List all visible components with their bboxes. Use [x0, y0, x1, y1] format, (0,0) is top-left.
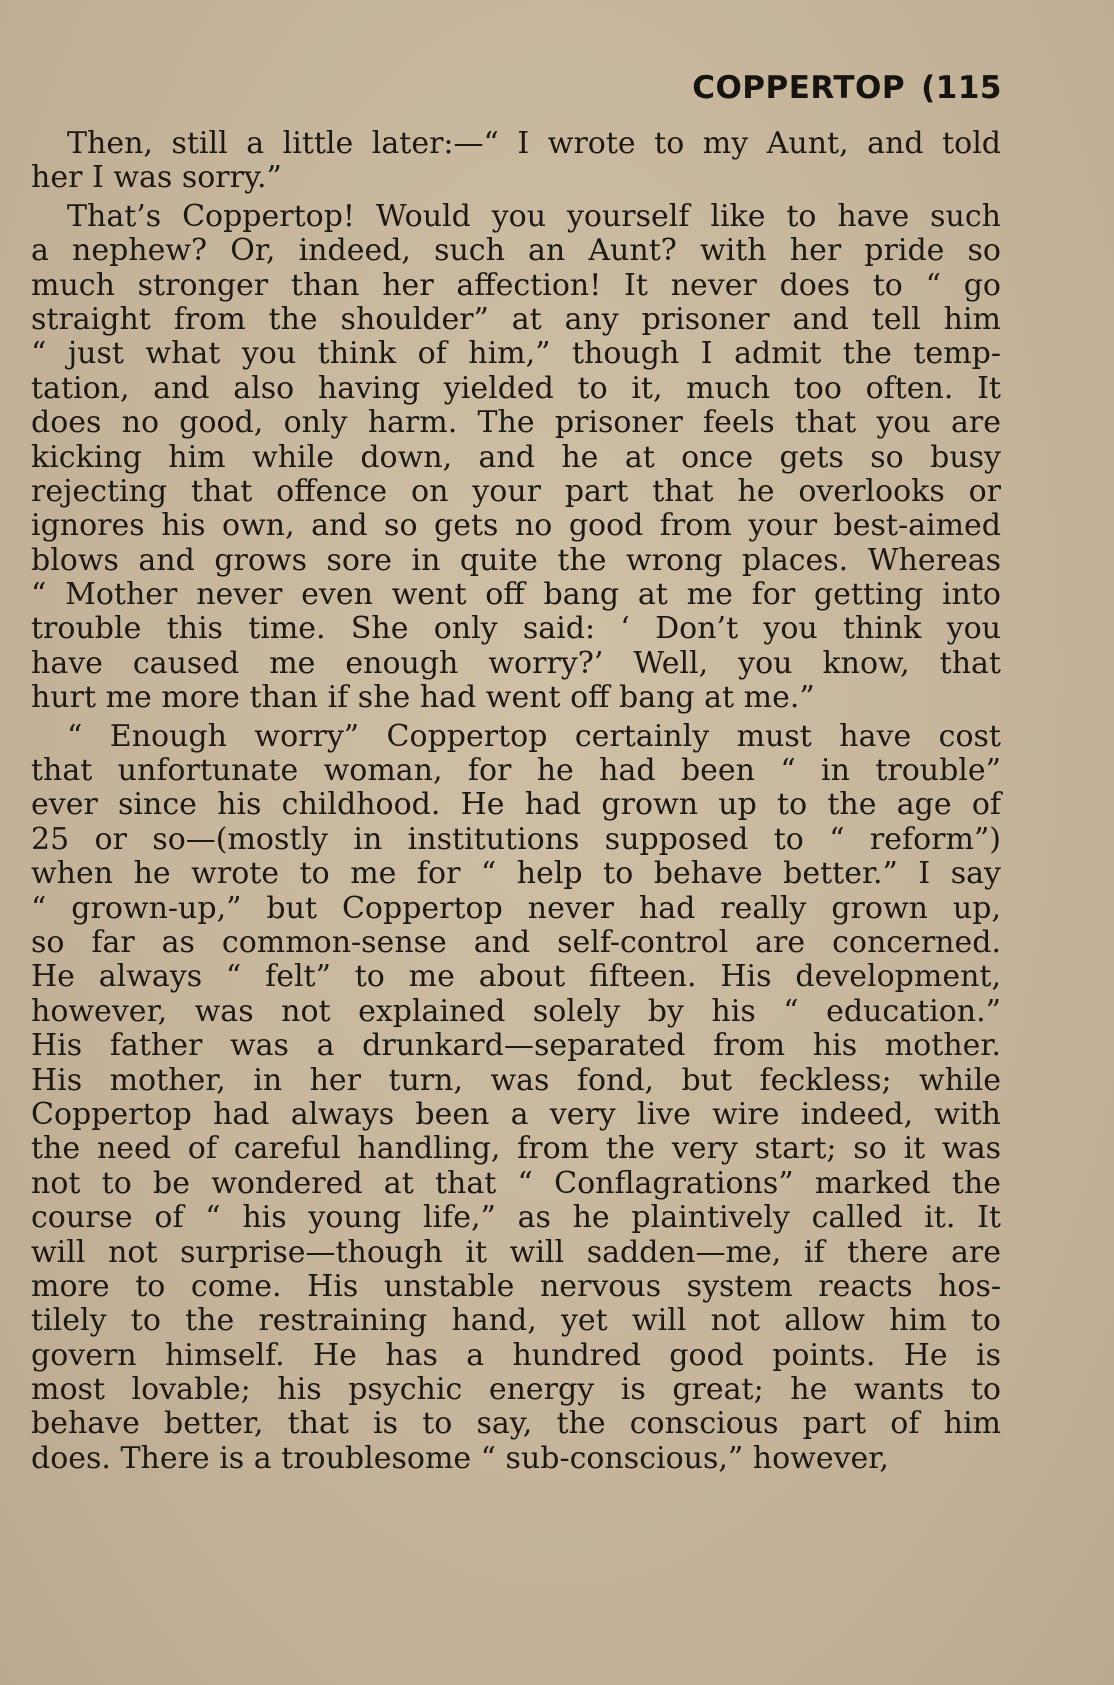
text-line: Then, still a little later:—“ I wrote to my Aunt, and told [67, 126, 1001, 161]
text-line: He always “ felt” to me about fifteen. His development, [31, 959, 1001, 995]
text-line: That’s Coppertop! Would you yourself like to have such [67, 198, 1001, 234]
running-head [692, 70, 1002, 106]
text-line: hurt me more than if she had went off bang at me.” [31, 680, 815, 716]
text-line: not to be wondered at that “ Conflagrations” marked the [31, 1165, 1001, 1201]
text-line: ignores his own, and so gets no good from your best-aimed [31, 508, 1001, 544]
text-line: have caused me enough worry?’ Well, you know, that [31, 645, 1001, 681]
text-line: trouble this time. She only said: ‘ Don’t you think you [31, 611, 1001, 647]
page-number: (115 [921, 70, 1002, 106]
text-line: rejecting that offence on your part that he overlooks or [31, 473, 1001, 509]
text-line: so far as common-sense and self-control are concerned. [31, 924, 1001, 960]
running-head-title: COPPERTOP [692, 70, 906, 106]
text-line: Coppertop had always been a very live wire indeed, with [31, 1096, 1001, 1132]
text-line: her I was sorry.” [31, 160, 282, 196]
text-line: ever since his childhood. He had grown up to the age of [31, 787, 1001, 823]
text-line: blows and grows sore in quite the wrong places. Whereas [31, 542, 1001, 578]
text-line: “ just what you think of him,” though I admit the temp- [31, 336, 1001, 372]
text-line: more to come. His unstable nervous system reacts hos- [31, 1268, 1001, 1304]
text-line: “ Enough worry” Coppertop certainly must have cost [67, 718, 1001, 754]
text-line: when he wrote to me for “ help to behave better.” I say [31, 856, 1001, 892]
text-line: tilely to the restraining hand, yet will not allow him to [31, 1303, 1001, 1339]
text-line: kicking him while down, and he at once gets so busy [31, 439, 1001, 475]
text-line: tation, and also having yielded to it, much too often. It [31, 370, 1001, 406]
paragraph [31, 127, 1001, 196]
text-line: course of “ his young life,” as he plaintively called it. It [31, 1200, 1001, 1236]
text-line: does. There is a troublesome “ sub-conscious,” however, [31, 1440, 889, 1476]
text-line: most lovable; his psychic energy is great; he wants to [31, 1372, 1001, 1408]
paragraph [31, 200, 1001, 716]
text-line: the need of careful handling, from the very start; so it was [31, 1131, 1001, 1167]
body-text [31, 127, 1001, 1476]
text-line: His mother, in her turn, was fond, but feckless; while [31, 1062, 1001, 1098]
text-line: behave better, that is to say, the conscious part of him [31, 1406, 1001, 1442]
text-line: a nephew? Or, indeed, such an Aunt? with her pride so [31, 233, 1001, 269]
text-line: straight from the shoulder” at any prisoner and tell him [31, 301, 1001, 337]
text-line: much stronger than her affection! It never does to “ go [31, 267, 1001, 303]
text-line: does no good, only harm. The prisoner feels that you are [31, 405, 1001, 441]
text-line: 25 or so—(mostly in institutions supposed to “ reform”) [31, 821, 1001, 857]
text-line: “ Mother never even went off bang at me for getting into [31, 577, 1001, 613]
text-line: that unfortunate woman, for he had been “ in trouble” [31, 753, 1001, 789]
text-line: His father was a drunkard—separated from his mother. [31, 1028, 1001, 1064]
text-line: however, was not explained solely by his “ education.” [31, 993, 1001, 1029]
text-line: govern himself. He has a hundred good points. He is [31, 1337, 1001, 1373]
text-line: will not surprise—though it will sadden—me, if there are [31, 1234, 1001, 1270]
text-line: “ grown-up,” but Coppertop never had really grown up, [31, 890, 1001, 926]
paragraph [31, 720, 1001, 1477]
